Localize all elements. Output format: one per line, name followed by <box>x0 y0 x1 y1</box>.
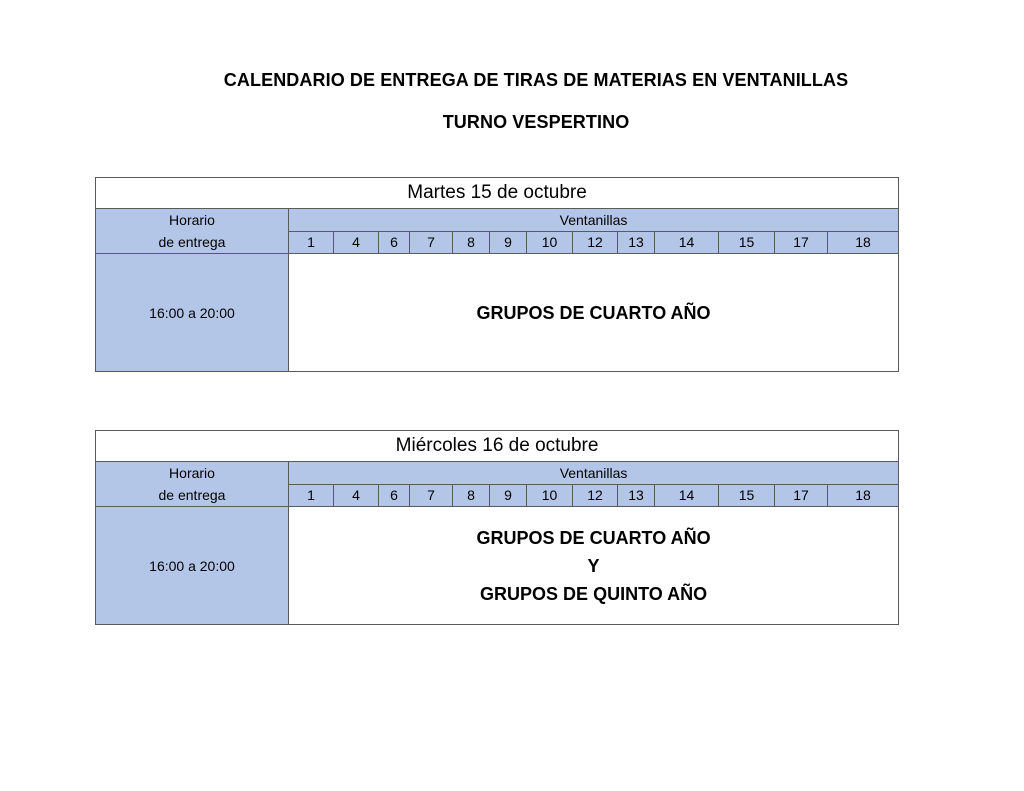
ventanilla-number: 9 <box>490 231 527 254</box>
ventanilla-number: 13 <box>618 231 655 254</box>
group-line: Y <box>587 555 600 576</box>
ventanilla-number: 14 <box>655 484 719 507</box>
ventanilla-number: 9 <box>490 484 527 507</box>
document-title: CALENDARIO DE ENTREGA DE TIRAS DE MATERIAS EN VENTANILLAS <box>223 70 849 90</box>
horario-label-line1: Horario <box>169 212 215 228</box>
group-line: GRUPOS DE CUARTO AÑO <box>476 302 711 323</box>
horario-label-line2: de entrega <box>158 234 226 250</box>
ventanillas-header: Ventanillas <box>289 209 899 232</box>
ventanilla-number: 1 <box>289 231 334 254</box>
ventanilla-number: 10 <box>527 484 573 507</box>
ventanilla-number: 14 <box>655 231 719 254</box>
horario-label-line1: Horario <box>169 465 215 481</box>
delivery-time: 16:00 a 20:00 <box>96 254 289 372</box>
ventanilla-number: 12 <box>573 231 618 254</box>
ventanilla-number: 7 <box>410 231 453 254</box>
schedule-table-2 <box>95 430 899 625</box>
groups-cell <box>289 507 899 625</box>
schedule-table-1 <box>95 177 899 372</box>
ventanilla-number: 12 <box>573 484 618 507</box>
ventanilla-number: 15 <box>719 484 775 507</box>
ventanilla-number: 17 <box>775 231 828 254</box>
ventanilla-number: 13 <box>618 484 655 507</box>
ventanilla-number: 18 <box>828 231 899 254</box>
ventanilla-number: 6 <box>379 231 410 254</box>
ventanilla-number: 15 <box>719 231 775 254</box>
day-heading: Miércoles 16 de octubre <box>96 431 899 462</box>
ventanilla-number: 4 <box>334 231 379 254</box>
horario-label-line2: de entrega <box>158 487 226 503</box>
ventanilla-number: 17 <box>775 484 828 507</box>
horario-header <box>96 209 289 254</box>
ventanilla-number: 18 <box>828 484 899 507</box>
group-line: GRUPOS DE CUARTO AÑO <box>476 527 711 548</box>
ventanilla-number: 6 <box>379 484 410 507</box>
ventanilla-number: 10 <box>527 231 573 254</box>
day-heading: Martes 15 de octubre <box>96 178 899 209</box>
ventanilla-number: 8 <box>453 484 490 507</box>
ventanilla-number: 7 <box>410 484 453 507</box>
groups-cell <box>289 254 899 372</box>
ventanilla-number: 1 <box>289 484 334 507</box>
ventanillas-header: Ventanillas <box>289 462 899 485</box>
document-subtitle: TURNO VESPERTINO <box>442 112 630 132</box>
ventanilla-number: 8 <box>453 231 490 254</box>
group-line: GRUPOS DE QUINTO AÑO <box>480 583 708 604</box>
delivery-time: 16:00 a 20:00 <box>96 507 289 625</box>
horario-header <box>96 462 289 507</box>
ventanilla-number: 4 <box>334 484 379 507</box>
